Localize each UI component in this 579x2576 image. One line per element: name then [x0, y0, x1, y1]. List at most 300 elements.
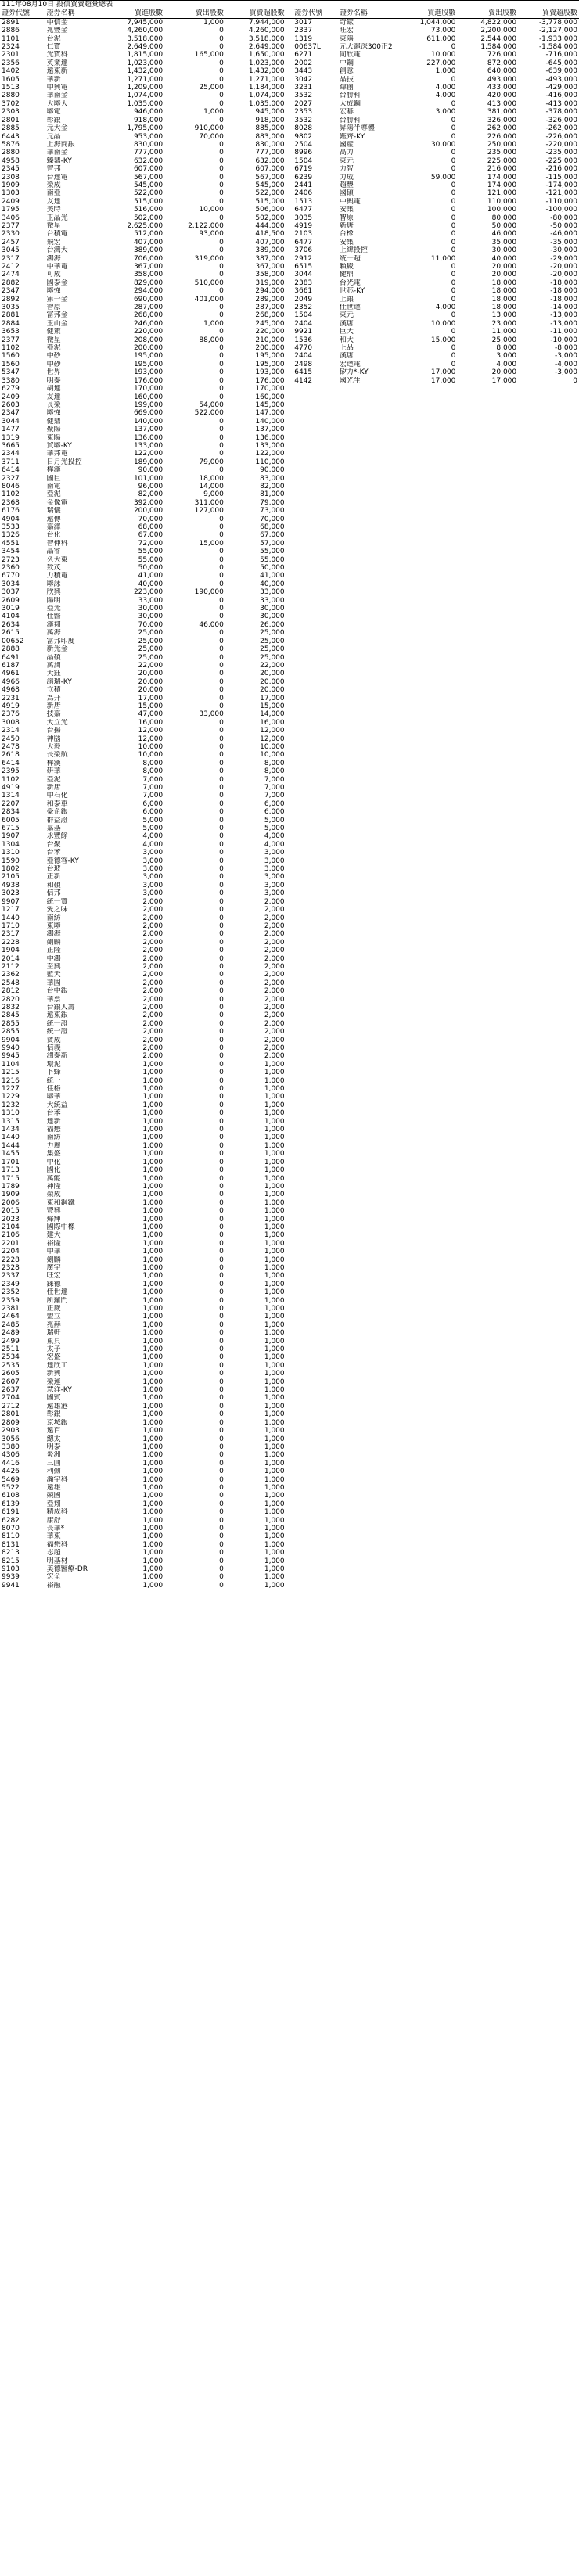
cell-left-net: 3,000 [264, 889, 285, 898]
cell-left-buy: 2,000 [142, 930, 164, 939]
header-right-sell: 賣出股數 [457, 9, 518, 18]
cell-gap [286, 1044, 293, 1052]
cell-left-net: 1,000 [264, 1402, 285, 1410]
cell-right-net [518, 1484, 579, 1492]
cell-left-name: 慧洋-KY [46, 1386, 72, 1395]
cell-left-name: 元大金 [46, 124, 68, 133]
cell-right-net [518, 1191, 579, 1198]
cell-gap [286, 906, 293, 914]
cell-right-sell [457, 1231, 518, 1239]
cell-right-name [338, 548, 397, 555]
cell-left-net: 545,000 [255, 181, 285, 189]
cell-gap [286, 59, 293, 67]
cell-left-code: 2359 [2, 1296, 20, 1305]
cell-gap [286, 475, 293, 483]
cell-left-net: 1,000 [264, 1442, 285, 1451]
cell-right-buy [397, 1077, 458, 1085]
cell-right-name: 台勝科 [339, 116, 361, 124]
cell-gap [286, 695, 293, 702]
cell-left-net: 2,000 [264, 954, 285, 963]
cell-right-name [338, 1052, 397, 1060]
cell-left-sell: 0 [219, 1036, 224, 1044]
cell-right-buy [397, 1525, 458, 1532]
cell-gap [286, 222, 293, 230]
cell-gap [286, 1118, 293, 1126]
cell-left-name: 愛之味 [46, 906, 68, 914]
cell-left-buy: 55,000 [138, 548, 164, 556]
cell-left-sell: 0 [219, 515, 224, 523]
cell-right-name [338, 1264, 397, 1272]
cell-right-name [338, 1305, 397, 1313]
table-row [0, 832, 579, 840]
cell-left-name: 榮成 [46, 1191, 61, 1199]
cell-left-sell: 0 [219, 1329, 224, 1338]
cell-right-net [518, 1508, 579, 1516]
cell-left-net: 2,000 [264, 930, 285, 939]
cell-right-sell: 18,000 [491, 287, 517, 296]
table-row [0, 393, 579, 401]
cell-left-name: 聚陽 [46, 426, 61, 434]
cell-right-sell [457, 1557, 518, 1565]
cell-left-sell: 0 [219, 238, 224, 246]
cell-right-code: 1504 [294, 311, 313, 320]
cell-left-net: 1,000 [264, 1085, 285, 1094]
cell-left-sell: 0 [219, 938, 224, 947]
cell-right-net [518, 1052, 579, 1060]
cell-gap [286, 206, 293, 214]
cell-gap [286, 702, 293, 710]
cell-left-code: 1310 [2, 1109, 20, 1118]
cell-left-name: 台揚 [46, 727, 61, 735]
cell-gap [286, 108, 293, 116]
table-body [0, 18, 579, 1590]
cell-left-buy: 2,000 [142, 1003, 164, 1011]
cell-right-code: 2103 [294, 230, 313, 239]
cell-right-code [293, 1443, 338, 1451]
cell-right-buy: 0 [451, 189, 456, 198]
cell-right-name [338, 426, 397, 433]
cell-left-name: 佳醫 [46, 613, 61, 621]
cell-right-buy [397, 556, 458, 564]
cell-right-net [518, 841, 579, 849]
cell-left-name: 彰銀 [46, 116, 61, 124]
cell-left-sell: 0 [219, 775, 224, 784]
cell-gap [286, 401, 293, 409]
cell-left-buy: 2,000 [142, 979, 164, 987]
cell-left-net: 2,000 [264, 938, 285, 947]
cell-right-code [293, 1240, 338, 1248]
cell-right-net: -378,000 [545, 108, 577, 117]
cell-left-buy: 407,000 [133, 238, 164, 246]
table-row [0, 597, 579, 605]
cell-left-buy: 2,000 [142, 954, 164, 963]
cell-right-sell [457, 825, 518, 832]
cell-left-name: 東陽 [46, 433, 61, 442]
cell-gap [286, 51, 293, 59]
cell-right-code [293, 873, 338, 881]
cell-right-buy [397, 1297, 458, 1305]
cell-left-name: 聯華 [46, 1093, 61, 1101]
table-row [0, 35, 579, 43]
cell-right-net [518, 719, 579, 727]
cell-left-net: 567,000 [255, 173, 285, 181]
cell-left-code: 1715 [2, 1174, 20, 1183]
cell-left-sell: 0 [219, 857, 224, 865]
cell-right-net: -115,000 [545, 173, 577, 181]
cell-left-name: 微星 [46, 221, 61, 230]
cell-left-buy: 176,000 [133, 376, 164, 385]
cell-right-code [293, 1565, 338, 1573]
cell-right-code: 2027 [294, 99, 313, 108]
cell-right-name [338, 662, 397, 670]
cell-right-buy [397, 1028, 458, 1036]
cell-right-name [338, 930, 397, 938]
table-row [0, 246, 579, 254]
cell-right-net [518, 1582, 579, 1590]
cell-right-net [518, 597, 579, 605]
cell-left-name: 台積電 [46, 230, 68, 239]
cell-right-name: 安集 [339, 206, 354, 214]
header-right-net: 買賣超股數 [518, 9, 579, 18]
cell-left-name: 達欣工 [46, 1361, 68, 1370]
cell-left-code: 2882 [2, 278, 20, 287]
cell-gap [286, 320, 293, 328]
cell-gap [286, 311, 293, 319]
cell-gap [286, 377, 293, 385]
cell-left-sell: 0 [219, 75, 224, 84]
cell-right-code [293, 710, 338, 718]
cell-left-name: 樺漢 [46, 466, 61, 475]
cell-gap [286, 1037, 293, 1044]
cell-left-buy: 1,000 [142, 1483, 164, 1492]
cell-right-name [338, 1011, 397, 1019]
cell-left-buy: 2,000 [142, 1019, 164, 1028]
cell-right-sell [457, 1541, 518, 1549]
cell-gap [286, 1394, 293, 1402]
cell-right-buy: 0 [451, 344, 456, 353]
cell-left-name: 台化 [46, 531, 61, 540]
cell-gap [286, 84, 293, 92]
cell-left-buy: 1,000 [142, 1581, 164, 1590]
cell-left-sell: 0 [219, 214, 224, 222]
cell-left-net: 294,000 [255, 287, 285, 296]
cell-right-code [293, 1476, 338, 1484]
cell-left-buy: 1,000 [142, 1231, 164, 1240]
cell-right-sell [457, 817, 518, 825]
cell-left-sell: 0 [219, 979, 224, 987]
table-row [0, 507, 579, 515]
cell-right-net [518, 1427, 579, 1435]
cell-right-sell [457, 1484, 518, 1492]
cell-left-code: 2377 [2, 336, 20, 344]
cell-left-sell: 0 [219, 661, 224, 670]
cell-right-net: -13,000 [550, 319, 577, 328]
cell-left-sell: 0 [219, 881, 224, 889]
cell-right-buy [397, 1378, 458, 1386]
cell-right-net: -11,000 [550, 328, 577, 336]
cell-right-name: 元大滬深300正2 [339, 43, 393, 52]
cell-left-buy: 122,000 [133, 450, 164, 458]
cell-left-net: 137,000 [255, 426, 285, 434]
cell-right-name [338, 1272, 397, 1280]
cell-left-buy: 7,000 [142, 775, 164, 784]
cell-left-name: 陽明 [46, 596, 61, 605]
cell-right-net [518, 490, 579, 498]
table-row [0, 336, 579, 344]
cell-right-net [518, 645, 579, 653]
cell-gap [286, 1403, 293, 1410]
cell-right-sell: 726,000 [487, 51, 517, 59]
cell-left-name: 臺企銀 [46, 808, 68, 817]
cell-gap [286, 898, 293, 906]
cell-right-sell [457, 621, 518, 629]
cell-left-name: 立積 [46, 686, 61, 695]
cell-right-buy [397, 1101, 458, 1109]
cell-left-name: 台苯 [46, 849, 61, 857]
cell-right-buy [397, 1248, 458, 1256]
table-row [0, 751, 579, 759]
cell-left-code: 2362 [2, 971, 20, 979]
cell-right-code [293, 914, 338, 922]
cell-left-net: 1,000 [264, 1126, 285, 1134]
cell-left-code: 2317 [2, 254, 20, 263]
cell-left-code: 6414 [2, 466, 20, 475]
cell-left-code: 2344 [2, 450, 20, 458]
cell-right-name [338, 841, 397, 849]
cell-right-sell [457, 1338, 518, 1345]
cell-right-net: -50,000 [550, 221, 577, 230]
cell-left-sell: 0 [219, 1361, 224, 1370]
cell-right-net [518, 767, 579, 775]
cell-gap [286, 490, 293, 498]
cell-left-name: 信邦 [46, 889, 61, 898]
cell-gap [286, 955, 293, 963]
cell-left-name: 玉山金 [46, 319, 68, 328]
cell-left-name: 華票 [46, 995, 61, 1004]
cell-left-net: 33,000 [260, 588, 285, 597]
table-row [0, 1150, 579, 1158]
cell-left-code: 8070 [2, 1524, 20, 1532]
cell-left-name: 南亞 [46, 189, 61, 198]
cell-right-net [518, 1264, 579, 1272]
cell-left-code: 3702 [2, 99, 20, 108]
cell-left-sell: 0 [219, 897, 224, 906]
cell-left-name: 台中銀 [46, 987, 68, 996]
cell-right-sell [457, 849, 518, 857]
cell-left-name: 卜蜂 [46, 1069, 61, 1077]
cell-right-code [293, 857, 338, 865]
cell-left-code: 2886 [2, 27, 20, 35]
cell-left-code: 1104 [2, 1060, 20, 1069]
cell-left-code: 3454 [2, 548, 20, 556]
cell-right-sell [457, 458, 518, 466]
cell-right-sell [457, 1582, 518, 1590]
cell-right-code: 3661 [294, 287, 313, 296]
cell-right-name [338, 947, 397, 954]
cell-right-name [338, 751, 397, 759]
cell-right-buy [397, 719, 458, 727]
cell-left-sell: 0 [219, 702, 224, 710]
cell-left-code: 1101 [2, 34, 20, 43]
cell-left-name: 力積電 [46, 572, 68, 580]
table-row [0, 1288, 579, 1296]
cell-right-name [338, 1037, 397, 1044]
cell-left-name: 劍麟 [46, 1256, 61, 1264]
cell-left-sell: 0 [219, 1378, 224, 1386]
cell-left-name: 華固 [46, 979, 61, 987]
cell-right-code [293, 1321, 338, 1329]
table-row [0, 1004, 579, 1011]
cell-left-buy: 1,000 [142, 1573, 164, 1582]
cell-right-buy [397, 735, 458, 743]
cell-left-code: 2409 [2, 197, 20, 206]
cell-right-buy [397, 857, 458, 865]
cell-left-buy: 1,000 [142, 1150, 164, 1159]
cell-right-code [293, 760, 338, 767]
cell-left-net: 1,035,000 [248, 99, 285, 108]
table-row [0, 401, 579, 409]
cell-right-sell [457, 1435, 518, 1443]
cell-left-buy: 25,000 [138, 629, 164, 638]
cell-right-net [518, 702, 579, 710]
cell-left-name: 宏盛 [46, 1353, 61, 1362]
cell-left-name: 健策 [46, 328, 61, 336]
cell-left-buy: 3,000 [142, 849, 164, 857]
cell-left-net: 1,023,000 [248, 59, 285, 67]
cell-left-net: 1,184,000 [248, 84, 285, 92]
cell-right-name [338, 638, 397, 645]
cell-gap [286, 629, 293, 637]
cell-right-buy: 611,000 [426, 34, 456, 43]
cell-right-name [338, 516, 397, 523]
cell-gap [286, 1264, 293, 1272]
cell-left-name: 亞德客-KY [46, 857, 79, 865]
cell-right-sell [457, 450, 518, 458]
cell-right-net [518, 792, 579, 799]
cell-left-sell: 0 [219, 181, 224, 189]
cell-right-buy: 10,000 [430, 319, 456, 328]
table-row [0, 490, 579, 498]
cell-right-code: 3017 [294, 18, 313, 27]
cell-left-code: 2023 [2, 1215, 20, 1223]
cell-left-net: 147,000 [255, 409, 285, 418]
cell-right-net [518, 817, 579, 825]
cell-right-code [293, 1305, 338, 1313]
cell-left-buy: 4,260,000 [127, 27, 164, 35]
cell-left-buy: 136,000 [133, 433, 164, 442]
cell-right-code [293, 947, 338, 954]
cell-left-name: 台達電 [46, 173, 68, 181]
cell-right-code [293, 605, 338, 613]
cell-right-name: 上品 [339, 344, 354, 353]
table-row [0, 1403, 579, 1410]
cell-right-buy [397, 1216, 458, 1223]
cell-right-name [338, 1240, 397, 1248]
cell-right-code [293, 1191, 338, 1198]
cell-left-sell: 0 [219, 43, 224, 52]
cell-left-sell: 0 [219, 865, 224, 874]
cell-left-name: 建大 [46, 1231, 61, 1240]
cell-left-code: 2376 [2, 710, 20, 719]
cell-left-code: 8213 [2, 1549, 20, 1557]
cell-right-code [293, 556, 338, 564]
cell-gap [286, 1159, 293, 1166]
table-row [0, 1345, 579, 1353]
table-row [0, 702, 579, 710]
table-row [0, 117, 579, 124]
cell-right-sell [457, 1199, 518, 1207]
cell-right-net: -3,778,000 [538, 18, 577, 27]
cell-left-sell: 0 [219, 140, 224, 149]
cell-left-code: 1232 [2, 1101, 20, 1109]
cell-gap [286, 1313, 293, 1320]
cell-right-buy [397, 873, 458, 881]
cell-right-sell [457, 1517, 518, 1525]
cell-right-code: 2404 [294, 352, 313, 361]
cell-left-net: 1,000 [264, 1524, 285, 1532]
cell-gap [286, 638, 293, 645]
cell-left-sell: 0 [219, 849, 224, 857]
cell-left-code: 2855 [2, 1019, 20, 1028]
table-row [0, 368, 579, 376]
cell-gap [286, 1386, 293, 1394]
cell-left-sell: 0 [219, 1085, 224, 1094]
page-title: 111年08月10日 投信買賣超彙總表 [2, 1, 113, 9]
cell-right-code: 4770 [294, 344, 313, 353]
cell-left-sell: 10,000 [199, 206, 224, 214]
cell-left-code: 2888 [2, 645, 20, 654]
cell-left-net: 2,000 [264, 897, 285, 906]
cell-right-buy [397, 1427, 458, 1435]
table-row [0, 1435, 579, 1443]
table-row [0, 1460, 579, 1468]
table-row [0, 189, 579, 197]
cell-left-code: 2801 [2, 116, 20, 124]
cell-right-name: 台勝科 [339, 92, 361, 100]
cell-right-buy [397, 784, 458, 792]
cell-right-sell [457, 1037, 518, 1044]
cell-right-name [338, 914, 397, 922]
cell-right-net: -121,000 [545, 189, 577, 198]
cell-left-name: 嘉基 [46, 825, 61, 833]
cell-right-buy [397, 1549, 458, 1557]
cell-left-code: 3380 [2, 1442, 20, 1451]
cell-left-net: 1,000 [264, 1166, 285, 1175]
cell-left-buy: 1,000 [142, 1134, 164, 1142]
cell-left-name: 國化 [46, 1166, 61, 1175]
cell-left-net: 10,000 [260, 751, 285, 760]
cell-left-name: 瑞儀 [46, 507, 61, 516]
cell-right-net [518, 930, 579, 938]
cell-right-name: 國光生 [339, 376, 361, 385]
cell-right-code [293, 930, 338, 938]
cell-right-sell [457, 1118, 518, 1126]
cell-gap [286, 1541, 293, 1549]
cell-right-buy [397, 1240, 458, 1248]
cell-right-name [338, 1541, 397, 1549]
cell-right-name [338, 1476, 397, 1484]
cell-left-buy: 1,000 [142, 1272, 164, 1281]
table-row [0, 76, 579, 84]
cell-right-buy [397, 1362, 458, 1370]
cell-right-sell [457, 695, 518, 702]
cell-left-name: 華東 [46, 1532, 61, 1541]
cell-gap [286, 271, 293, 278]
table-row [0, 1541, 579, 1549]
cell-left-code: 4904 [2, 515, 20, 523]
cell-right-name: 鈺齊-KY [339, 132, 365, 141]
cell-right-net: -326,000 [545, 116, 577, 124]
